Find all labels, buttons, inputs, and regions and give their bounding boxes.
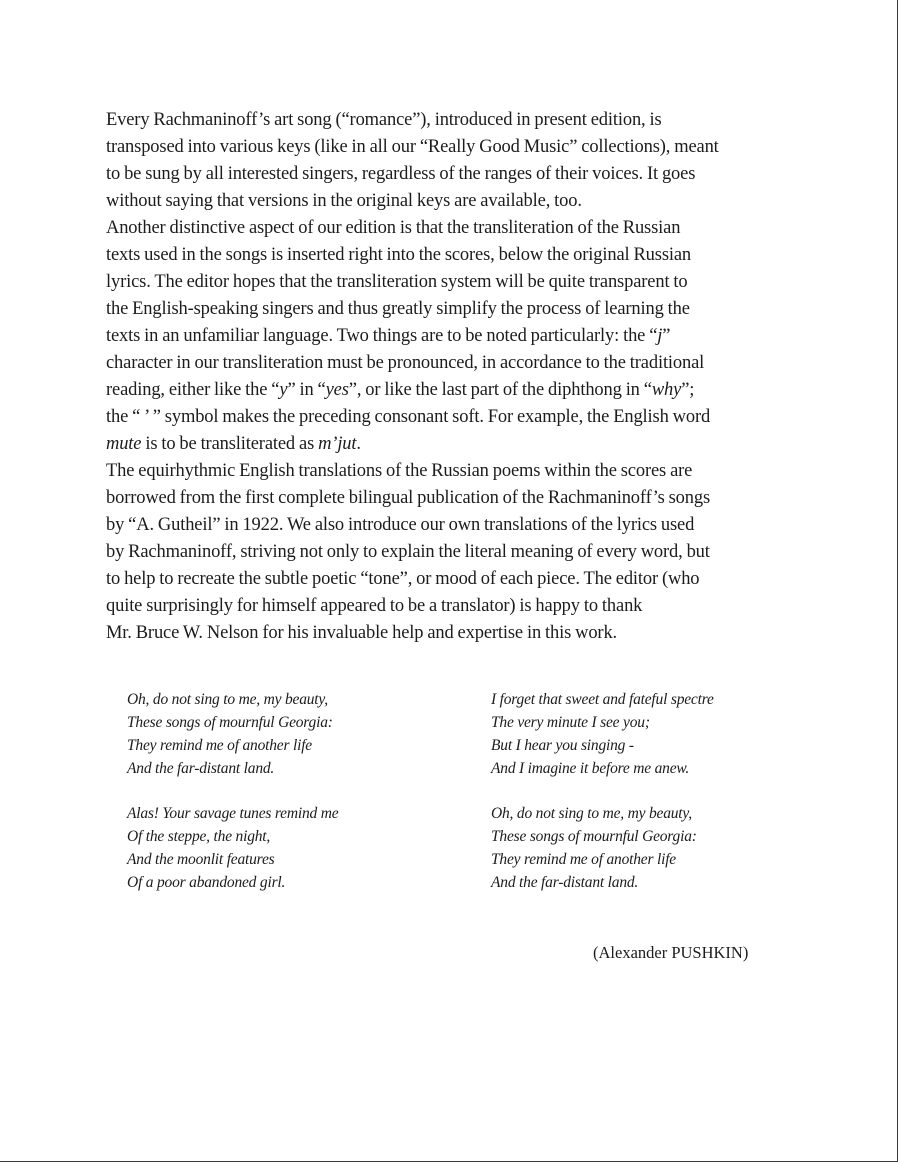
- poem-left-column: [127, 688, 338, 916]
- poem-author: (Alexander PUSHKIN): [593, 943, 749, 962]
- text-line: the “ ’ ” symbol makes the preceding consonant soft. For example, the English word: [106, 407, 711, 427]
- poem-right-column: [491, 688, 714, 916]
- italic-word-mute: mute: [106, 434, 142, 454]
- text-line: Mr. Bruce W. Nelson for his invaluable help and expertise in this work.: [106, 623, 618, 643]
- text-line: [106, 377, 806, 404]
- text-segment: ”: [662, 326, 671, 346]
- text-line: quite surprisingly for himself appeared to be a translator) is happy to thank: [106, 596, 643, 616]
- poem-verse: The very minute I see you;: [491, 714, 650, 731]
- text-line: borrowed from the first complete bilingual publication of the Rachmaninoff’s songs: [106, 488, 711, 508]
- text-segment: texts in an unfamiliar language. Two things are to be noted particularly: the “: [106, 326, 658, 346]
- italic-example-yes: yes: [325, 380, 349, 400]
- italic-example-y: y: [279, 380, 288, 400]
- text-segment: reading, either like the “: [106, 380, 280, 400]
- text-line: [106, 323, 806, 350]
- text-line: by Rachmaninoff, striving not only to explain the literal meaning of every word, but: [106, 542, 710, 562]
- poem-verse: But I hear you singing -: [491, 737, 634, 754]
- text-line: to be sung by all interested singers, regardless of the ranges of their voices. It goes: [106, 164, 696, 184]
- poem-verse: And the far-distant land.: [127, 760, 275, 777]
- poem-verse: And the far-distant land.: [491, 874, 639, 891]
- italic-example-why: why: [651, 380, 682, 400]
- poem-verse: Oh, do not sing to me, my beauty,: [127, 691, 328, 708]
- text-line: by “A. Gutheil” in 1922. We also introduce our own translations of the lyrics used: [106, 515, 695, 535]
- poem-verse: These songs of mournful Georgia:: [127, 714, 333, 731]
- text-line: the English-speaking singers and thus greatly simplify the process of learning the: [106, 299, 690, 319]
- text-line: Every Rachmaninoff’s art song (“romance”), introduced in present edition, is: [106, 110, 662, 130]
- poem-verse: Of a poor abandoned girl.: [127, 874, 286, 891]
- poem-stanza: [127, 688, 338, 780]
- paragraph-transposition: [106, 107, 806, 215]
- poem-stanza: [491, 688, 714, 780]
- poem-stanza: [127, 802, 338, 894]
- text-segment: is to be transliterated as: [141, 434, 319, 454]
- italic-transliteration-mjut: m’jut: [318, 434, 357, 454]
- text-line: transposed into various keys (like in all our “Really Good Music” collections), meant: [106, 137, 719, 157]
- poem-verse: Oh, do not sing to me, my beauty,: [491, 805, 692, 822]
- text-line: character in our transliteration must be pronounced, in accordance to the traditional: [106, 353, 705, 373]
- poem-stanza: [491, 802, 714, 894]
- poem-verse: They remind me of another life: [127, 737, 312, 754]
- text-segment: ”;: [681, 380, 695, 400]
- poem-verse: And the moonlit features: [127, 851, 275, 868]
- introduction-text: [106, 107, 806, 647]
- text-segment: ” in “: [287, 380, 326, 400]
- poem-verse: Of the steppe, the night,: [127, 828, 271, 845]
- poem-verse: Alas! Your savage tunes remind me: [127, 805, 339, 822]
- text-line: to help to recreate the subtle poetic “tone”, or mood of each piece. The editor (who: [106, 569, 700, 589]
- paragraph-translations: [106, 458, 806, 647]
- text-line: The equirhythmic English translations of the Russian poems within the scores are: [106, 461, 693, 481]
- paragraph-transliteration: [106, 215, 806, 458]
- text-line: [106, 431, 806, 458]
- italic-symbol-j: j: [657, 326, 663, 346]
- text-segment: .: [356, 434, 361, 454]
- poem-verse: I forget that sweet and fateful spectre: [491, 691, 714, 708]
- text-line: Another distinctive aspect of our edition is that the transliteration of the Russian: [106, 218, 681, 238]
- poem-verse: And I imagine it before me anew.: [491, 760, 690, 777]
- text-line: lyrics. The editor hopes that the transliteration system will be quite transparent to: [106, 272, 688, 292]
- poem-verse: These songs of mournful Georgia:: [491, 828, 697, 845]
- text-segment: ”, or like the last part of the diphthong in “: [348, 380, 652, 400]
- poem-verse: They remind me of another life: [491, 851, 676, 868]
- text-line: without saying that versions in the original keys are available, too.: [106, 191, 582, 211]
- text-line: texts used in the songs is inserted right into the scores, below the original Russian: [106, 245, 692, 265]
